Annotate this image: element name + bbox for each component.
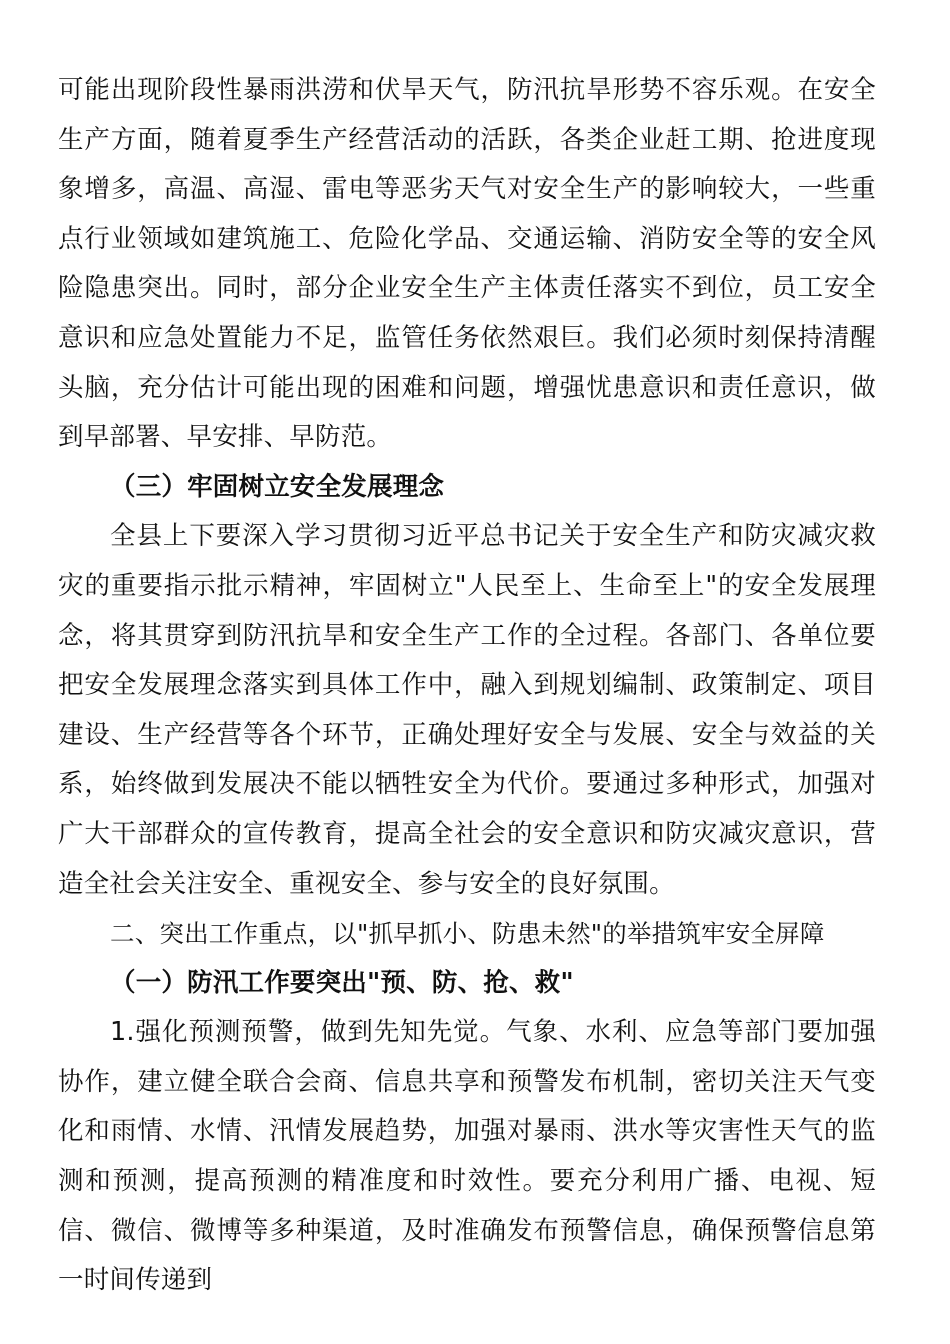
heading-safety-development-concept: （三）牢固树立安全发展理念 xyxy=(110,471,445,502)
paragraph-forecast-warning: 1.强化预测预警，做到先知先觉。气象、水利、应急等部门要加强协作，建立健全联合会商、信息共享和预警发布机制，密切关注天气变化和雨情、水情、汛情发展趋势，加强对暴雨、洪水等灾害性天气的监测和预测，提高预测的精准度和时效性。要充分利用广播、电视、短信、微信、微博等多种渠道，及时准确发布预警信息，确保预警信息第一时间传递到 xyxy=(58,1017,876,1296)
paragraph-safety-concept: 全县上下要深入学习贯彻习近平总书记关于安全生产和防灾减灾救灾的重要指示批示精神，牢固树立"人民至上、生命至上"的安全发展理念，将其贯穿到防汛抗旱和安全生产工作的全过程。各部门、各单位要把安全发展理念落实到具体工作中，融入到规划编制、政策制定、项目建设、生产经营等各个环节，正确处理好安全与发展、安全与效益的关系，始终做到发展决不能以牺牲安全为代价。要通过多种形式，加强对广大干部群众的宣传教育，提高全社会的安全意识和防灾减灾意识，营造全社会关注安全、重视安全、参与安全的良好氛围。 xyxy=(58,521,876,899)
heading-flood-control: （一）防汛工作要突出"预、防、抢、救" xyxy=(110,967,574,998)
paragraph-situation: 可能出现阶段性暴雨洪涝和伏旱天气，防汛抗旱形势不容乐观。在安全生产方面，随着夏季生产经营活动的活跃，各类企业赶工期、抢进度现象增多，高温、高湿、雷电等恶劣天气对安全生产的影响较大，一些重点行业领域如建筑施工、危险化学品、交通运输、消防安全等的安全风险隐患突出。同时，部分企业安全生产主体责任落实不到位，员工安全意识和应急处置能力不足，监管任务依然艰巨。我们必须时刻保持清醒头脑，充分估计可能出现的困难和问题，增强忧患意识和责任意识，做到早部署、早安排、早防范。 xyxy=(58,75,876,453)
document-body xyxy=(58,66,876,1306)
section-title-work-focus: 二、突出工作重点，以"抓早抓小、防患未然"的举措筑牢安全屏障 xyxy=(110,919,825,949)
